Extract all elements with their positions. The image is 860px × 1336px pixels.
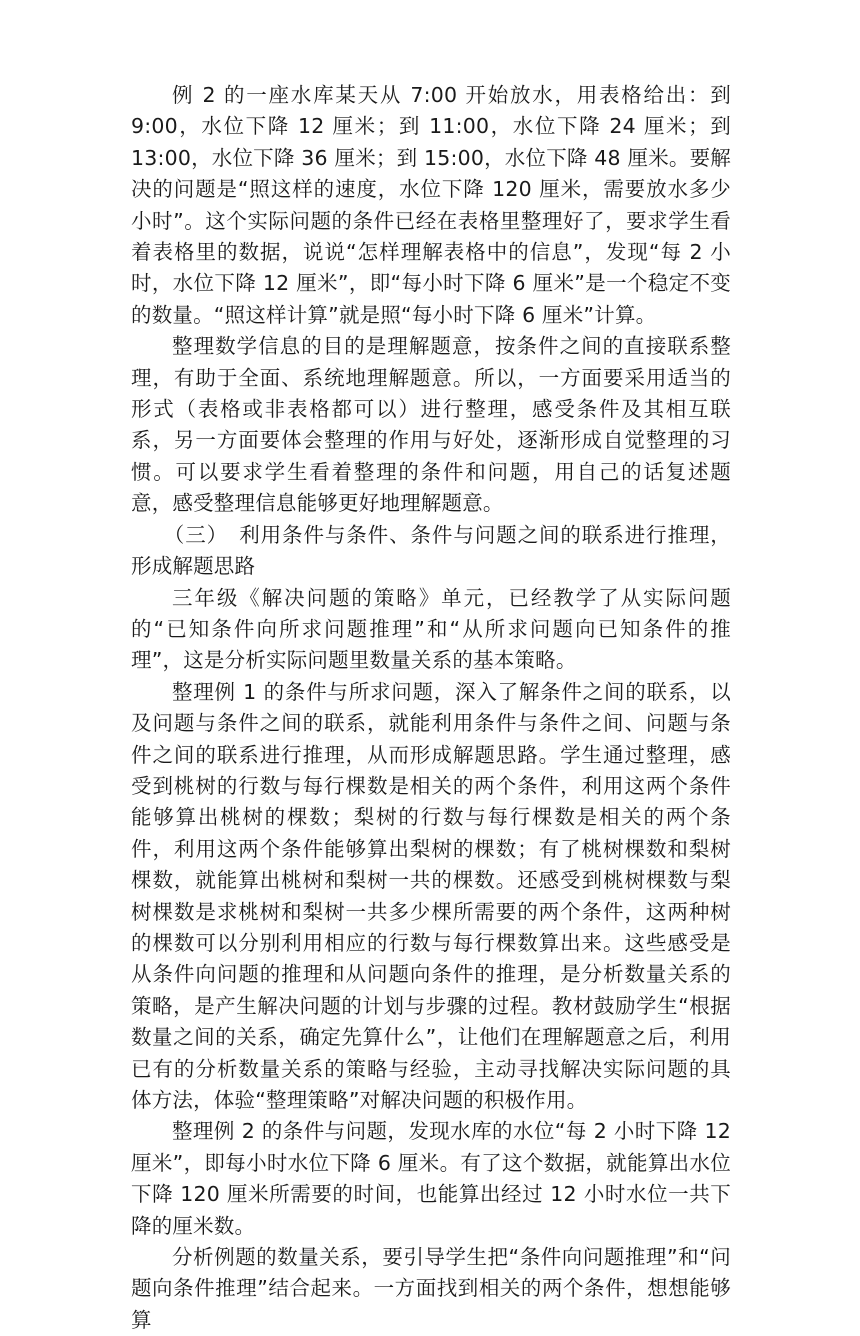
paragraph-grade-3-strategies: 三年级《解决问题的策略》单元，已经教学了从实际问题的“已知条件向所求问题推理”和“从所求问题向已知条件的推理”，这是分析实际问题里数量关系的基本策略。 <box>131 585 731 673</box>
document-body <box>131 80 731 1336</box>
paragraph-example-1-analysis: 整理例 1 的条件与所求问题，深入了解条件之间的联系，以及问题与条件之间的联系，就能利用条件与条件之间、问题与条件之间的联系进行推理，从而形成解题思路。学生通过整理，感受到桃树的行数与每行棵数是相关的两个条件，利用这两个条件能够算出桃树的棵数；梨树的行数与每行棵数是相关的两个条件，利用这两个条件能够算出梨树的棵数；有了桃树棵数和梨树棵数，就能算出桃树和梨树一共的棵数。还感受到桃树棵数与梨树棵数是求桃树和梨树一共多少棵所需要的两个条件，这两种树的棵数可以分别利用相应的行数与每行棵数算出来。这些感受是从条件向问题的推理和从问题向条件的推理，是分析数量关系的策略，是产生解决问题的计划与步骤的过程。教材鼓励学生“根据数量之间的关系，确定先算什么”，让他们在理解题意之后，利用已有的分析数量关系的策略与经验，主动寻找解决实际问题的具体方法，体验“整理策略”对解决问题的积极作用。 <box>131 679 731 1112</box>
paragraph-example-2-analysis: 整理例 2 的条件与问题，发现水库的水位“每 2 小时下降 12 厘米”，即每小时水位下降 6 厘米。有了这个数据，就能算出水位下降 120 厘米所需要的时间，也能算出经过 12 小时水位一共下降的厘米数。 <box>131 1119 731 1238</box>
paragraph-organizing-info-purpose: 整理数学信息的目的是理解题意，按条件之间的直接联系整理，有助于全面、系统地理解题意。所以，一方面要采用适当的形式（表格或非表格都可以）进行整理，感受条件及其相互联系，另一方面要体会整理的作用与好处，逐渐形成自觉整理的习惯。可以要求学生看着整理的条件和问题，用自己的话复述题意，感受整理信息能够更好地理解题意。 <box>131 334 731 516</box>
section-heading-3: （三） 利用条件与条件、条件与问题之间的联系进行推理，形成解题思路 <box>131 522 731 579</box>
paragraph-analysis-guidance: 分析例题的数量关系，要引导学生把“条件向问题推理”和“问题向条件推理”结合起来。一方面找到相关的两个条件，想想能够算 <box>131 1245 731 1332</box>
paragraph-example-2-reservoir: 例 2 的一座水库某天从 7:00 开始放水，用表格给出：到 9:00，水位下降 12 厘米；到 11:00，水位下降 24 厘米；到 13:00，水位下降 36 厘米；到 15:00，水位下降 48 厘米。要解决的问题是“照这样的速度，水位下降 120 厘米，需要放水多少小时”。这个实际问题的条件已经在表格里整理好了，要求学生看着表格里的数据，说说“怎样理解表格中的信息”，发现“每 2 小时，水位下降 12 厘米”，即“每小时下降 6 厘米”是一个稳定不变的数量。“照这样计算”就是照“每小时下降 6 厘米”计算。 <box>131 83 732 327</box>
